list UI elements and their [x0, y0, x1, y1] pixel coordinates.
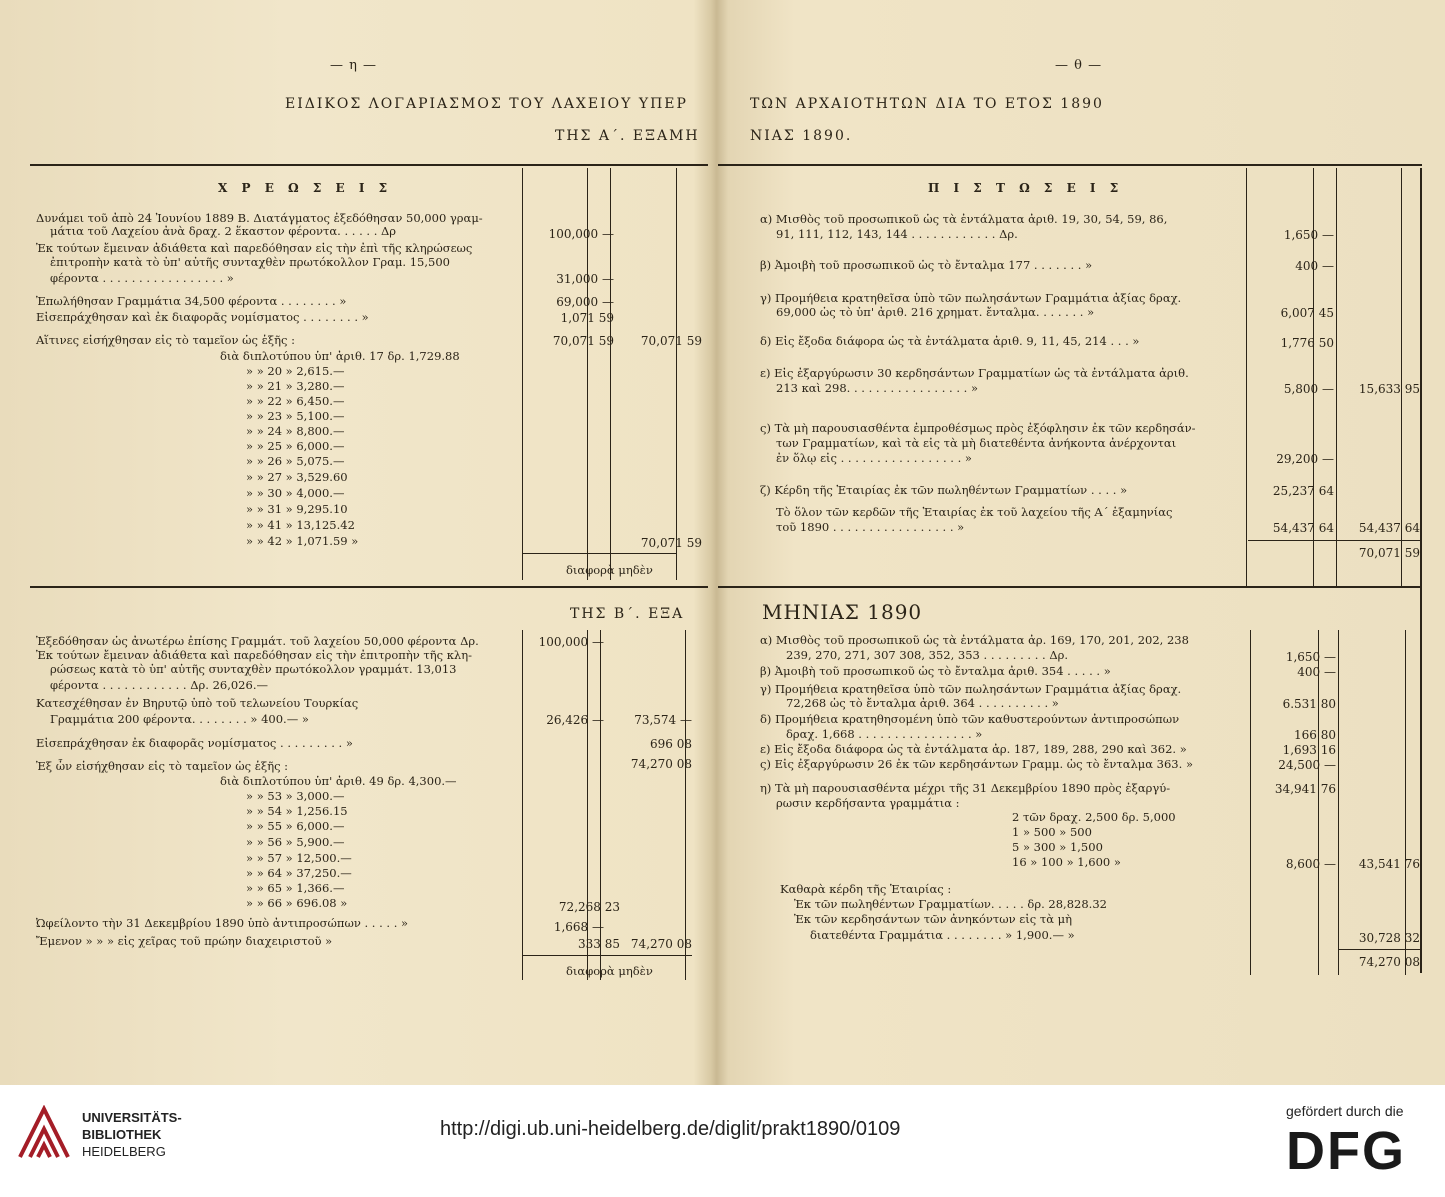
- left-deposit-line: » » 23 » 5,100.—: [246, 409, 345, 423]
- left-sec2-amount: 333 85: [578, 937, 620, 951]
- right-column-rule: [1405, 630, 1406, 975]
- left-column-rule: [522, 630, 523, 980]
- left-deposit-line: » » 25 » 6,000.—: [246, 439, 345, 453]
- left-sec1-amount: 100,000 —: [548, 227, 614, 241]
- right-sec2-heading: ΜΗΝΙΑΣ 1890: [762, 600, 923, 624]
- right-sec2-amount: 30,728 32: [1358, 931, 1420, 945]
- right-sec1-amount: 29,200 —: [1276, 452, 1334, 466]
- right-sec1-line: τοῦ 1890 . . . . . . . . . . . . . . . . . »: [776, 520, 965, 534]
- left-deposit-line: » » 65 » 1,366.—: [246, 881, 345, 895]
- right-sec1-amount: 1,776 50: [1280, 336, 1334, 350]
- footer-bar: [0, 1085, 1445, 1197]
- left-column-rule: [522, 168, 523, 580]
- left-deposit-line: » » 30 » 4,000.—: [246, 486, 345, 500]
- right-sec2-line: 72,268 ὡς τὸ ἔνταλμα ἀριθ. 364 . . . . . . . . . . »: [786, 696, 1059, 710]
- left-sec2-line: Ἐξ ὧν εἰσήχθησαν εἰς τὸ ταμεῖον ὡς ἑξῆς :: [36, 759, 289, 773]
- right-sec1-line: ε) Εἰς ἐξαργύρωσιν 30 κερδησάντων Γραμματίων ὡς τὰ ἐντάλματα ἀριθ.: [760, 366, 1189, 380]
- left-sec2-line: φέροντα . . . . . . . . . . . . Δρ. 26,026.—: [50, 678, 268, 692]
- right-table-top-rule: [718, 164, 1422, 166]
- left-sec2-difference: διαφορὰ μηδὲν: [566, 964, 653, 978]
- left-sec2-amount: 26,426 —: [546, 713, 604, 727]
- left-sec2-amount: 74,270 08: [630, 757, 692, 771]
- left-sum-rule: [522, 955, 692, 956]
- left-sec1-difference: διαφορὰ μηδὲν: [566, 563, 653, 577]
- left-sec1-line: Ἐκ τούτων ἔμειναν ἀδιάθετα καὶ παρεδόθησαν εἰς τὴν ἐπὶ τῆς κληρώσεως: [36, 241, 473, 255]
- right-sec2-line: 239, 270, 271, 307 308, 352, 353 . . . . . . . . . Δρ.: [786, 648, 1069, 662]
- right-sec2-line: ς) Εἰς ἐξαργύρωσιν 26 ἐκ τῶν κερδησάντων Γραμμ. ὡς τὸ ἔνταλμα 363. »: [760, 757, 1193, 771]
- right-sec1-line: ἐν ὅλῳ εἰς . . . . . . . . . . . . . . . . . »: [776, 451, 972, 465]
- library-name-line1: UNIVERSITÄTS-: [82, 1110, 182, 1125]
- funding-note: gefördert durch die: [1286, 1103, 1404, 1119]
- left-sec1-amount: 70,071 59: [640, 536, 702, 550]
- left-table-top-rule: [30, 164, 708, 166]
- left-sec2-amount: 696 08: [650, 737, 692, 751]
- debits-heading: Χ Ρ Ε Ω Σ Ε Ι Σ: [218, 181, 393, 195]
- right-sec2-amount: 1,693 16: [1282, 743, 1336, 757]
- right-title-line1: ΤΩΝ ΑΡΧΑΙΟΤΗΤΩΝ ΔΙΑ ΤΟ ΕΤΟΣ 1890: [750, 96, 1104, 112]
- left-deposit-line: » » 22 » 6,450.—: [246, 394, 345, 408]
- right-sec2-tail-line: Ἐκ τῶν κερδησάντων τῶν ἀνηκόντων εἰς τὰ μὴ: [794, 912, 1072, 926]
- right-sec2-line: δραχ. 1,668 . . . . . . . . . . . . . . . . »: [786, 727, 983, 741]
- right-sec1-amount: 70,071 59: [1358, 546, 1420, 560]
- right-sec2-amount: 166 80: [1294, 728, 1336, 742]
- right-sec2-amount: 24,500 —: [1278, 758, 1336, 772]
- credits-heading: Π Ι Σ Τ Ω Σ Ε Ι Σ: [928, 181, 1124, 195]
- right-sec2-tail-line: Ἐκ τῶν πωληθέντων Γραμματίων. . . . . δρ. 28,828.32: [794, 897, 1107, 911]
- left-deposit-line: » » 64 » 37,250.—: [246, 866, 352, 880]
- right-sec1-line: β) Ἀμοιβὴ τοῦ προσωπικοῦ ὡς τὸ ἔνταλμα 177 . . . . . . . »: [760, 258, 1093, 272]
- left-deposit-line: » » 41 » 13,125.42: [246, 518, 355, 532]
- right-sec2-tail-line: Καθαρὰ κέρδη τῆς Ἑταιρίας :: [780, 882, 952, 896]
- right-sec2-line: β) Ἀμοιβὴ τοῦ προσωπικοῦ ὡς τὸ ἔνταλμα ἀριθ. 354 . . . . . »: [760, 664, 1111, 678]
- right-sec1-amount: 400 —: [1295, 259, 1334, 273]
- right-column-rule: [1250, 630, 1251, 975]
- right-column-rule: [1318, 630, 1319, 975]
- left-table-mid-rule: [30, 586, 708, 588]
- right-sec2-amount: 34,941 76: [1274, 782, 1336, 796]
- left-sec1-line: Ἐπωλήθησαν Γραμμάτια 34,500 φέροντα . . . . . . . . »: [36, 294, 347, 308]
- right-column-rule: [1246, 168, 1247, 586]
- right-sec2-line: ρωσιν κερδήσαντα γραμμάτια :: [776, 796, 960, 810]
- right-sec2-line: α) Μισθὸς τοῦ προσωπικοῦ ὡς τὰ ἐντάλματα ἀρ. 169, 170, 201, 202, 238: [760, 633, 1189, 647]
- library-name-line3: HEIDELBERG: [82, 1144, 166, 1159]
- left-deposit-line: » » 27 » 3,529.60: [246, 470, 348, 484]
- left-deposit-line: » » 26 » 5,075.—: [246, 454, 345, 468]
- left-sec1-line: ἐπιτροπὴν κατὰ τὸ ὑπ' αὐτῆς συνταχθὲν πρωτόκολλον Γραμ. 15,500: [50, 255, 450, 269]
- left-sec1-line: Αἵτινες εἰσήχθησαν εἰς τὸ ταμεῖον ὡς ἑξῆς :: [36, 333, 295, 347]
- dfg-logo: DFG: [1286, 1121, 1406, 1181]
- right-sec1-line: 69,000 ὡς τὸ ὑπ' ἀριθ. 216 χρηματ. ἔνταλμα. . . . . . . »: [776, 305, 1095, 319]
- left-deposit-line: » » 42 » 1,071.59 »: [246, 534, 359, 548]
- left-sec2-line: Κατεσχέθησαν ἐν Βηρυτῷ ὑπὸ τοῦ τελωνείου Τουρκίας: [36, 696, 359, 710]
- right-sec1-line: 91, 111, 112, 143, 144 . . . . . . . . . . . . Δρ.: [776, 227, 1018, 241]
- right-sec2-line: γ) Προμήθεια κρατηθεῖσα ὑπὸ τῶν πωλησάντων Γραμμάτια ἀξίας δραχ.: [760, 682, 1182, 696]
- right-sec1-amount: 54,437 64: [1358, 521, 1420, 535]
- right-sec1-amount: 25,237 64: [1272, 484, 1334, 498]
- right-column-rule: [1420, 168, 1422, 973]
- library-name-line2: BIBLIOTHEK: [82, 1127, 162, 1142]
- right-table-mid-rule: [718, 586, 1422, 588]
- left-sec2-line: Εἰσεπράχθησαν ἐκ διαφορᾶς νομίσματος . . . . . . . . . »: [36, 736, 353, 750]
- left-sec1-amount: 70,071 59: [640, 334, 702, 348]
- right-sec1-amount: 6,007 45: [1280, 306, 1334, 320]
- left-deposit-line: διὰ διπλοτύπου ὑπ' ἀριθ. 49 δρ. 4,300.—: [220, 774, 457, 788]
- left-deposit-line: » » 21 » 3,280.—: [246, 379, 345, 393]
- left-title-line2: ΤΗΣ Α΄. ΕΞΑΜΗ: [555, 128, 700, 144]
- left-deposit-line: » » 66 » 696.08 »: [246, 896, 348, 910]
- right-sec2-tail-line: διατεθέντα Γραμμάτια . . . . . . . . » 1,900.— »: [810, 928, 1075, 942]
- document-url-link[interactable]: http://digi.ub.uni-heidelberg.de/diglit/prakt1890/0109: [440, 1118, 901, 1140]
- left-sec1-line: Δυνάμει τοῦ ἀπὸ 24 Ἰουνίου 1889 Β. Διατάγματος ἐξεδόθησαν 50,000 γραμ-: [36, 211, 483, 225]
- right-sum-rule: [1248, 540, 1420, 541]
- left-sec2-amount: 74,270 08: [630, 937, 692, 951]
- left-sec2-line: ρώσεως κατὰ τὸ ὑπ' αὐτῆς συνταχθὲν πρωτόκολλον γραμμάτ. 13,013: [50, 662, 457, 676]
- right-sec2-amount: 8,600 —: [1285, 857, 1336, 871]
- left-sec2-amount: 1,668 —: [553, 920, 604, 934]
- right-prize-line: 1 » 500 » 500: [1012, 825, 1092, 839]
- right-sec1-line: γ) Προμήθεια κρατηθεῖσα ὑπὸ τῶν πωλησάντων Γραμμάτια ἀξίας δραχ.: [760, 291, 1182, 305]
- right-sec1-amount: 5,800 —: [1283, 382, 1334, 396]
- left-sec2-line: Γραμμάτια 200 φέροντα. . . . . . . . » 400.— »: [50, 712, 309, 726]
- left-column-rule: [676, 168, 677, 580]
- left-sec2-tail-line: Ἔμενον » » » εἰς χεῖρας τοῦ πρώην διαχειριστοῦ »: [36, 934, 333, 948]
- right-sec1-line: των Γραμματίων, καὶ τὰ εἰς τὰ μὴ διατεθέντα ἀνήκοντα ἀνέρχονται: [776, 436, 1177, 450]
- right-sec2-amount: 74,270 08: [1358, 955, 1420, 969]
- left-sec2-amount: 72,268 23: [558, 900, 620, 914]
- right-sec2-line: η) Τὰ μὴ παρουσιασθέντα μέχρι τῆς 31 Δεκεμβρίου 1890 πρὸς ἐξαργύ-: [760, 781, 1171, 795]
- left-sec1-amount: 31,000 —: [556, 272, 614, 286]
- left-sec1-line: Εἰσεπράχθησαν καὶ ἐκ διαφορᾶς νομίσματος . . . . . . . . »: [36, 310, 369, 324]
- right-sec2-amount: 6.531 80: [1282, 697, 1336, 711]
- left-deposit-line: » » 54 » 1,256.15: [246, 804, 348, 818]
- right-prize-line: 16 » 100 » 1,600 »: [1012, 855, 1121, 869]
- left-sec2-heading: ΤΗΣ Β΄. ΕΞΑ: [570, 606, 685, 622]
- left-column-rule: [685, 630, 686, 980]
- left-sec1-amount: 69,000 —: [556, 295, 614, 309]
- left-sec1-amount: 1,071 59: [560, 311, 614, 325]
- left-sum-rule: [522, 553, 677, 554]
- right-prize-line: 2 τῶν δραχ. 2,500 δρ. 5,000: [1012, 810, 1176, 824]
- right-sec1-line: 213 καὶ 298. . . . . . . . . . . . . . . . . »: [776, 381, 978, 395]
- left-deposit-line: » » 57 » 12,500.—: [246, 851, 352, 865]
- left-sec1-line: φέροντα . . . . . . . . . . . . . . . . . »: [50, 271, 234, 285]
- left-sec2-line: Ἐκ τούτων ἔμειναν ἀδιάθετα καὶ παρεδόθησαν εἰς τὴν ἐπιτροπὴν τῆς κλη-: [36, 648, 472, 662]
- left-page-number: — η —: [330, 58, 378, 73]
- right-page-number: — θ —: [1055, 58, 1103, 73]
- right-sec1-amount: 54,437 64: [1272, 521, 1334, 535]
- right-title-line2: ΝΙΑΣ 1890.: [750, 128, 853, 144]
- left-deposit-line: » » 53 » 3,000.—: [246, 789, 345, 803]
- left-deposit-line: » » 31 » 9,295.10: [246, 502, 348, 516]
- left-sec1-line: μάτια τοῦ Λαχείου ἀνὰ δραχ. 2 ἕκαστον φέροντα. . . . . . Δρ: [50, 224, 397, 238]
- right-sec1-line: α) Μισθὸς τοῦ προσωπικοῦ ὡς τὰ ἐντάλματα ἀριθ. 19, 30, 54, 59, 86,: [760, 212, 1168, 226]
- right-sec1-line: ζ) Κέρδη τῆς Ἑταιρίας ἐκ τῶν πωληθέντων Γραμματίων . . . . »: [760, 483, 1128, 497]
- left-deposit-line: » » 56 » 5,900.—: [246, 835, 345, 849]
- right-sec1-line: δ) Εἰς ἔξοδα διάφορα ὡς τὰ ἐντάλματα ἀριθ. 9, 11, 45, 214 . . . »: [760, 334, 1140, 348]
- right-column-rule: [1338, 630, 1339, 975]
- right-sec1-line: Τὸ ὅλον τῶν κερδῶν τῆς Ἑταιρίας ἐκ τοῦ λαχείου τῆς Α΄ ἑξαμηνίας: [776, 505, 1173, 519]
- left-sec2-amount: 100,000 —: [538, 635, 604, 649]
- left-sec2-tail-line: Ὠφείλοντο τὴν 31 Δεκεμβρίου 1890 ὑπὸ ἀντιπροσώπων . . . . . »: [36, 916, 409, 930]
- right-sec1-line: ς) Τὰ μὴ παρουσιασθέντα ἐμπροθέσμως πρὸς ἐξόφλησιν ἐκ τῶν κερδησάν-: [760, 421, 1196, 435]
- left-sec1-amount: 70,071 59: [552, 334, 614, 348]
- right-prize-line: 5 » 300 » 1,500: [1012, 840, 1103, 854]
- left-deposit-line: » » 24 » 8,800.—: [246, 424, 345, 438]
- right-sec2-line: ε) Εἰς ἔξοδα διάφορα ὡς τὰ ἐντάλματα ἀρ. 187, 189, 288, 290 καὶ 362. »: [760, 742, 1187, 756]
- right-sec1-amount: 15,633 95: [1358, 382, 1420, 396]
- right-sec2-amount: 43,541 76: [1358, 857, 1420, 871]
- left-deposit-line: » » 55 » 6,000.—: [246, 819, 345, 833]
- right-sum-rule: [1338, 949, 1422, 950]
- left-sec2-line: Ἐξεδόθησαν ὡς ἀνωτέρω ἐπίσης Γραμμάτ. τοῦ λαχείου 50,000 φέροντα Δρ.: [36, 634, 479, 648]
- right-sec1-amount: 1,650 —: [1283, 228, 1334, 242]
- left-title-line1: ΕΙΔΙΚΟΣ ΛΟΓΑΡΙΑΣΜΟΣ ΤΟΥ ΛΑΧΕΙΟΥ ΥΠΕΡ: [285, 96, 688, 112]
- left-deposit-line: » » 20 » 2,615.—: [246, 364, 345, 378]
- right-sec2-amount: 1,650 —: [1285, 650, 1336, 664]
- left-deposit-line: διὰ διπλοτύπου ὑπ' ἀριθ. 17 δρ. 1,729.88: [220, 349, 460, 363]
- library-logo-icon: [16, 1105, 72, 1161]
- right-sec2-amount: 400 —: [1297, 665, 1336, 679]
- left-sec2-amount: 73,574 —: [634, 713, 692, 727]
- right-sec2-line: δ) Προμήθεια κρατηθησομένη ὑπὸ τῶν καθυστερούντων ἀντιπροσώπων: [760, 712, 1180, 726]
